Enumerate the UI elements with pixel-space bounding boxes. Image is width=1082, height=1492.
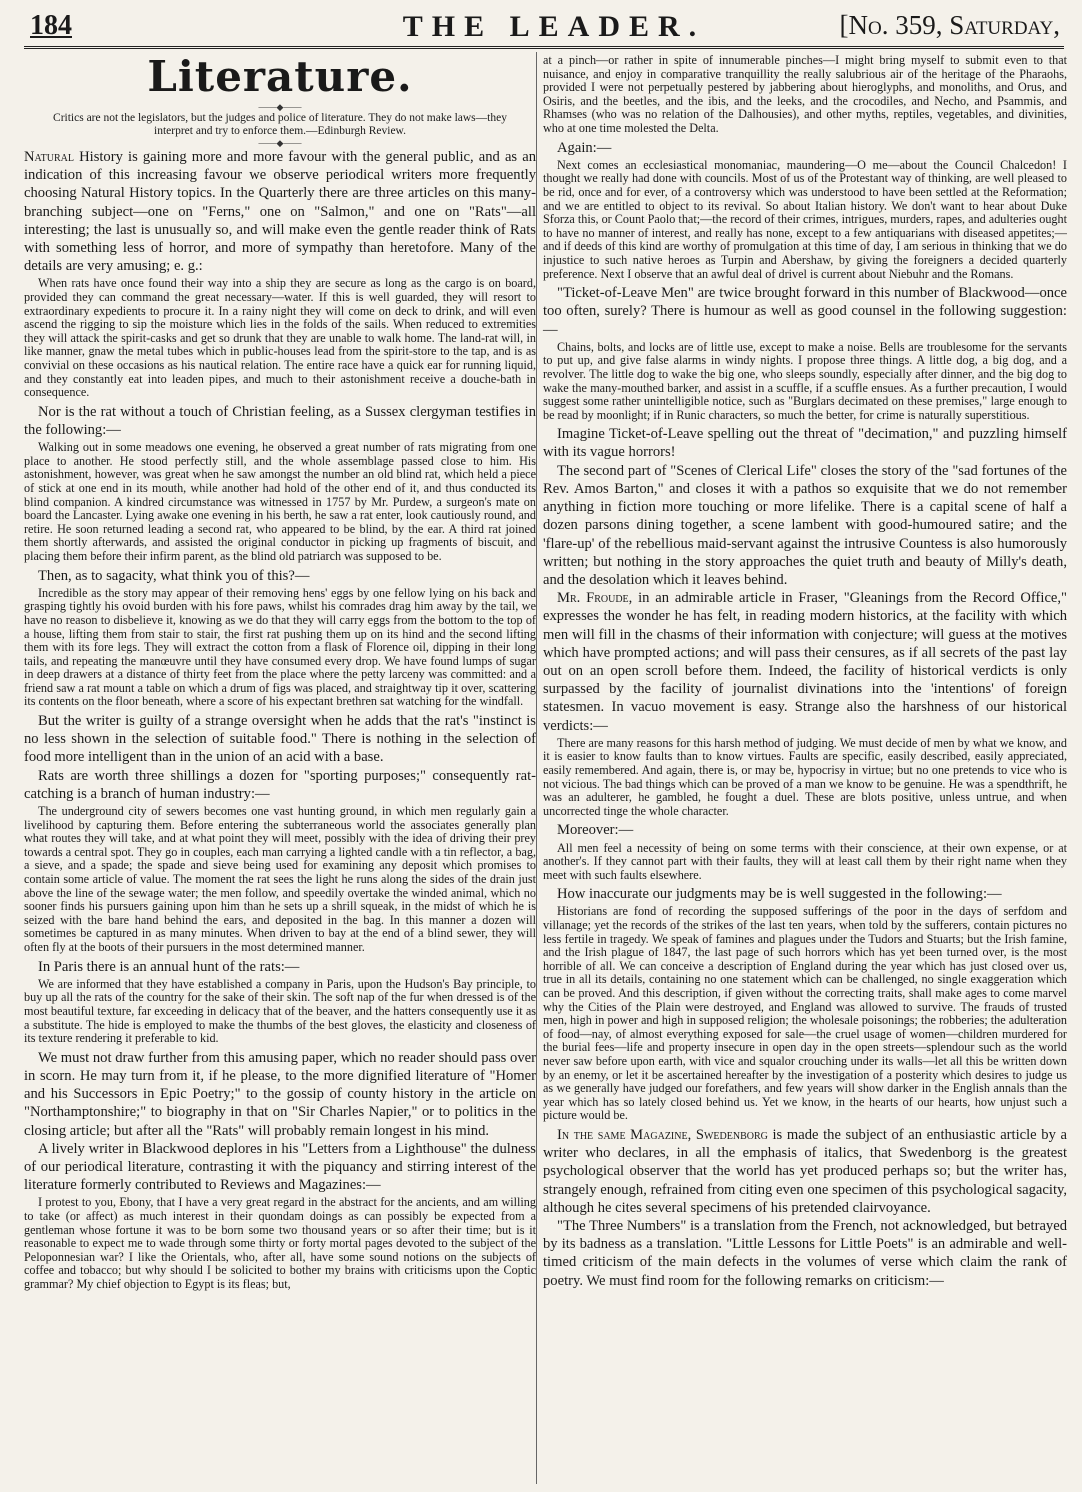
page-header (24, 6, 1064, 49)
paragraph: Nor is the rat without a touch of Christian feeling, as a Sussex clergyman testifies in the following:— (24, 403, 536, 438)
paragraph (543, 1126, 1067, 1217)
paragraph: We must not draw further from this amusing paper, which no reader should pass over in scorn. He may turn from it, if he please, to the more dignified literature of "Homer and his Successors in Epic Poetry;" to the gossip of county history in the article on "Northamptonshire;" to biography in that on "Sir Charles Napier," or to politics in the closing article; but after all the "Rats" will probably remain longest in his mind. (24, 1049, 536, 1139)
block-quote: All men feel a necessity of being on some terms with their conscience, at their own expense, or at another's. If they cannot part with their faults, they will at least call them by their right name when they meet with such faults elsewhere. (543, 840, 1067, 882)
paragraph: "The Three Numbers" is a translation from the French, not acknowledged, but betrayed by its badness as a translation. "Little Lessons for Little Poets" is an admirable and well-timed criticism of the main defects in the volumes of verse which claim the rank of poetry. We must find room for the following remarks on criticism:— (543, 1218, 1067, 1289)
block-quote: There are many reasons for this harsh method of judging. We must decide of men by what we know, and it is easier to know faults than to know virtues. Faults are specific, easily described, easily appreciated, easily remembered. And again, there is, or may be, hypocrisy in virtue; but no one pretends to vice who is not vicious. The bad things which can be proved of a man we know to be genuine. He was a spendthrift, he was an adulterer, he gambled, he fought a duel. These are blots positive, unless untrue, and when uncorrected tinge the whole character. (543, 735, 1067, 818)
paragraph-text: History is gaining more and more favour with the general public, and as an indication of this increasing favour we observe periodical writers more frequently choosing Natural History topics. In the Quarterly there are three articles on this many-branching subject—one on "Ferns," one on "Salmon," and one on "Rats"—all interesting; the last is unusually so, and will make even the gentle reader think of Rats with something less of horror, and more of sympathy than heretofore. Many of the details are very amusing; e. g.: (24, 149, 536, 275)
issue-info: [No. 359, Saturday, (839, 10, 1060, 40)
paragraph: But the writer is guilty of a strange oversight when he adds that the rat's "instinct is no less shown in the selection of suitable food." There is nothing in the selection of food more intelligent than in the union of an acid with a base. (24, 713, 536, 766)
ornament-bottom: ——◆—— (258, 138, 302, 148)
paragraph-text: in an admirable article in Fraser, "Gleanings from the Record Office," expresses the wonder he has felt, in reading modern historics, at the facility with which men will fill in the chasms of their information with conjecture; will guess at the motives which have prompted actions; and will pass their censures, as if all secrets of the past lay out on an open scroll before them. Indeed, the facility of historical verdicts is only surpassed by the facility of journalist divinations into the 'intentions' of foreign statesmen. In vacuo movement is easy. Strange also the harshness of our historical verdicts:— (543, 590, 1067, 734)
paragraph (24, 148, 536, 275)
block-quote: I protest to you, Ebony, that I have a very great regard in the abstract for the ancients, and am willing to take (or affect) as much interest in their quondam doings as can possibly be expected from a gentleman whose fortune it was to be born some two thousand years or so after their time; but is it reasonable to expect me to wade through some thirty or forty mortal pages devoted to the subject of the Peloponnesian war? I like the Orientals, who, after all, have some sound notions on the subjects of coffee and tobacco; but why should I be solicited to bother my brains with criticisms upon the Coptic grammar? My chief objection to Egypt is its fleas; but, (24, 1195, 536, 1291)
paragraph: The second part of "Scenes of Clerical Life" closes the story of the "sad fortunes of the Rev. Amos Barton," and closes it with a pathos so exquisite that we do not remember anything in fiction more touching or more lifelike. There is a capital scene of half a dozen parsons dining together, a scene lambent with good-humoured satire; and the 'flare-up' of the rebellious maid-servant against the intrusive Countess is also humorously written; but nothing in the story approaches the quiet truth and beauty of Milly's death, and the desolation which it leaves behind. (543, 462, 1067, 588)
epigraph: Critics are not the legislators, but the judges and police of literature. They do not make laws—they interpret and try to enforce them.—Edinburgh Review. (53, 112, 507, 137)
block-quote: Chains, bolts, and locks are of little use, except to make a noise. Bells are troublesome for the servants to put up, and give false alarms in windy nights. I propose three things. A little dog, a big dog, and a revolver. The little dog to wake the big one, who sleeps soundly, especially after dinner, and the big dog to wake the many-mouthed barker, and assist in a scuffle, if a scuffle ensues. As a further precaution, I would suggest some rather unintelligible notice, such as "Burglars decimated on these premises," large enough to be read by moonlight; if in Runic characters, so much the better, for crime is naturally superstitious. (543, 339, 1067, 422)
lead-words: Natural (24, 149, 74, 165)
paragraph: A lively writer in Blackwood deplores in his "Letters from a Lighthouse" the dulness of our periodical literature, contrasting it with the piquancy and stirring interest of the literature formerly contributed to Reviews and Magazines:— (24, 1140, 536, 1194)
paragraph-text: is made the subject of an enthusiastic article by a writer who declares, in all the emphasis of italics, that Swedenborg is the greatest psychological observer that the world has yet produced perhaps so; but the writer has, strangely enough, refrained from citing even one specimen of this psychological sagacity, although he cites several specimens of his pretended clairvoyance. (543, 1126, 1067, 1216)
paragraph: Then, as to sagacity, what think you of this?— (38, 567, 310, 584)
paragraph (543, 589, 1067, 735)
block-quote: We are informed that they have established a company in Paris, upon the Hudson's Bay principle, to buy up all the rats of the country for the sake of their skin. The soft nap of the fur when dressed is of the most beautiful texture, far exceeding in delicacy that of the beaver, and the hatters consequently use it as a substitute. The hide is employed to make the thumbs of the best gloves, the elasticity and closeness of its texture rendering it preferable to kid. (24, 976, 536, 1046)
block-quote: The underground city of sewers becomes one vast hunting ground, in which men regularly gain a livelihood by capturing them. Before entering the subterraneous world the associates generally plan what routes they will take, and at what point they will meet, possibly with the idea of driving their prey towards a central spot. They go in couples, each man carrying a lighted candle with a tin reflector, a bag, a sieve, and a spade; the spade and sieve being used for examining any deposit which promises to contain some article of value. The moment the rat sees the light he runs along the sides of the drain just above the line of the sewage water; the men follow, and speedily overtake the winded animal, which no sooner finds his pursuers gaining upon him than he sets up a shrill squeak, in the midst of which he is seized with the bare hand behind the ears, and deposited in the bag. In this manner a dozen will sometimes be captured in as many minutes. When driven to bay at the end of a blind sewer, they will often fly at the boots of their pursuers in the most determined manner. (24, 804, 536, 955)
ornament-top: ——◆—— (258, 102, 302, 112)
paragraph: Imagine Ticket-of-Leave spelling out the threat of "decimation," and puzzling himself with its vague horrors! (543, 426, 1067, 461)
block-quote: Historians are fond of recording the supposed sufferings of the poor in the days of serfdom and villanage; yet the records of the strikes of the last ten years, when told by the sufferers, contain pictures no less fertile in tragedy. We speak of famines and plagues under the Tudors and Stuarts; but the Irish famine, and the Irish plague of 1847, the last page of such horrors which has yet been turned over, is the most horrible of all. We can conceive a description of England during the year which has just closed over us, true in all its details, containing no one statement which can be challenged, no single exaggeration which can be proved. And this description, if given without the correcting traits, shall make ages to come marvel why the Cities of the Plain were destroyed, and England was allowed to survive. The frauds of trusted men, high in power and high in supposed religion; the wholesale poisonings; the robberies; the adulteration of food—nay, of almost everything exposed for sale—the cruel usage of women—children murdered for the burial fees—life and property insecure in open day in the open streets—splendour such as the world never saw before upon earth, with vice and squalor crouching under its walls—let all this be written down by an enemy, or let it be ascertained hereafter by the investigation of a posterity which desires to judge us as we generally have judged our forefathers, and few years will show darker in the English annals than the year which has so lately closed behind us. Yet we know, in the hearts of our hearts, how unjust such a picture would be. (543, 904, 1067, 1123)
block-quote: Walking out in some meadows one evening, he observed a great number of rats migrating from one place to another. He stood perfectly still, and the whole assemblage passed close to him. His astonishment, however, was great when he saw amongst the number an old blind rat, which held a piece of stick at one end in its mouth, while another had hold of the other end of it, and thus conducted its blind companion. A kindred circumstance was witnessed in 1757 by Mr. Purdew, a surgeon's mate on board the Lancaster. Lying awake one evening in his berth, he saw a rat enter, look cautiously round, and retire. He soon returned leading a second rat, who appeared to be blind, by the ear. A third rat joined them shortly afterwards, and assisted the original conductor in picking up fragments of biscuit, and placing them before their infirm parent, as the blind old patriarch was supposed to be. (24, 440, 536, 563)
paragraph: Moreover:— (557, 822, 634, 839)
paragraph: Rats are worth three shillings a dozen for "sporting purposes;" consequently rat-catching is a branch of human industry:— (24, 767, 536, 802)
lead-words: Mr. Froude, (557, 590, 633, 607)
publication-title: THE LEADER. (402, 10, 706, 43)
section-title: Literature. (147, 52, 413, 101)
block-quote: When rats have once found their way into a ship they are secure as long as the cargo is on board, provided they can command the great necessary—water. If this is well guarded, they will resort to extraordinary expedients to procure it. In a rainy night they will come on deck to drink, and will even ascend the rigging to sip the moisture which lies in the folds of the sails. When reduced to extremities they will attack the spirit-casks and get so drunk that they are unable to walk home. The land-rat will, in like manner, gnaw the metal tubes which in public-houses lead from the spirit-store to the tap, and is as convivial on these occasions as his nautical relation. The entire race have a quick ear for running liquid, and they constantly eat into leaden pipes, and much to their astonishment receive a douche-bath in consequence. (24, 276, 536, 400)
right-column (536, 52, 1067, 1484)
paragraph: In Paris there is an annual hunt of the rats:— (38, 958, 300, 975)
lead-words: In the same Magazine, Swedenborg (557, 1126, 768, 1143)
paragraph: How inaccurate our judgments may be is well suggested in the following:— (557, 886, 1002, 903)
paragraph: Again:— (557, 139, 612, 156)
block-quote: Incredible as the story may appear of their removing hens' eggs by one fellow lying on his back and grasping tightly his ovoid burden with his fore paws, whilst his comrades drag him away by the tail, we have no reason to disbelieve it, knowing as we do that they will carry eggs from the bottom to the top of a house, lifting them from stair to stair, the first rat pushing them up on its hind and the second lifting them with its fore legs. They will extract the cotton from a flask of Florence oil, dipping in their long tails, and repeating the manœuvre until they have consumed every drop. We have found lumps of sugar in deep drawers at a distance of thirty feet from the place where the petty larceny was committed: and a friend saw a rat mount a table on which a drum of figs was placed, and straightway tip it over, scattering its contents on the floor beneath, where a score of his expectant brethren sat watching for the windfall. (24, 585, 536, 709)
block-quote: at a pinch—or rather in spite of innumerable pinches—I might bring myself to submit even to that nuisance, and enjoy in comparative tranquillity the really salubrious air of the heritage of the Pharaohs, provided I were not perpetually pestered by jabbering about hieroglyphs, and monoliths, and Orus, and Osiris, and the beetles, and the ibis, and the leeks, and the crocodiles, and Necho, and Psammis, and Rhamses (who was no relation of the Dalhousies), and other myths, reptiles, vegetables, and divinities, who at one time molested the Delta. (543, 53, 1067, 135)
paragraph: "Ticket-of-Leave Men" are twice brought forward in this number of Blackwood—once too often, surely? There is humour as well as good counsel in the following suggestion:— (543, 285, 1067, 338)
left-column (24, 52, 536, 1484)
page-number: 184 (30, 10, 72, 41)
block-quote: Next comes an ecclesiastical monomaniac, maundering—O me—about the Council Chalcedon! I thought we really had done with councils. Most of us of the Protestant way of thinking, are well pleased to be rid, once and for ever, of a controversy which was understood to have been settled at the Reformation; and we are entitled to object to its revival. So about Italian history. We don't want to hear about Duke Sforza this, or Count Paolo that;—the record of their crimes, intrigues, murders, rapes, and adulteries ought to have no manner of interest, and really has none, except to a few antiquarians with diseased appetites;—and if deeds of this kind are worthy of promulgation at this time of day, I am serious in thinking that we do injustice to such native heroes as Turpin and Abershaw, by giving the foreigners a decided quarterly preference. Next I observe that an awful deal of drivel is current about Niebuhr and the Romans. (543, 157, 1067, 281)
